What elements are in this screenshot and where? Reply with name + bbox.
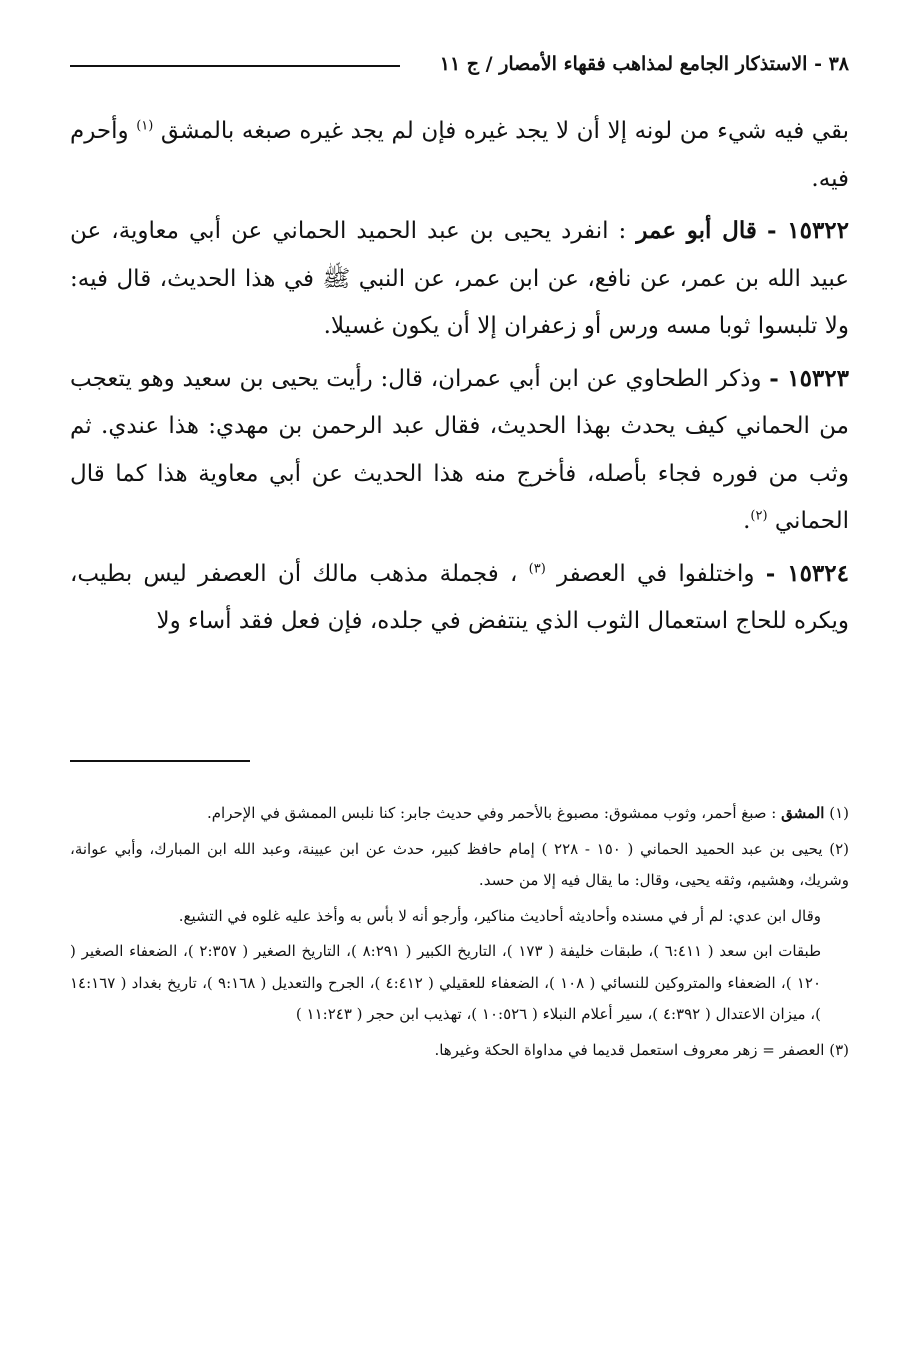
footnote-text: وقال ابن عدي: لم أر في مسنده وأحاديثه أحاديث مناكير، وأرجو أنه لا بأس به وأخذ عليه غلوه في التشيع. [178, 906, 821, 925]
footnote-1 [70, 798, 849, 830]
footnote-text: : صبغ أحمر، وثوب ممشوق: مصبوغ بالأحمر وفي حديث جابر: كنا نلبس الممشق في الإحرام. [206, 804, 777, 822]
paragraph-text: واختلفوا في العصفر [556, 560, 755, 587]
paragraph-text: : انفرد يحيى بن عبد الحميد الحماني عن أبي معاوية، عن عبيد الله بن عمر، عن نافع، عن ابن عمر، عن النبي ﷺ في هذا الحديث، قال فيه: ولا تلبسوا ثوبا مسه ورس أو زعفران إلا أن يكون غسيلا. [70, 218, 849, 339]
footnote-number: (٣) [829, 1040, 849, 1059]
header-rule [70, 65, 400, 67]
footnote-ref-3: (٣) [528, 560, 546, 576]
main-text [70, 108, 849, 650]
speaker-name: قال أبو عمر [636, 217, 757, 244]
footnote-2-continued [70, 901, 849, 933]
footnote-number: (٢) [829, 839, 849, 858]
paragraph-number: ١٥٣٢٢ - [766, 217, 850, 244]
footnote-2 [70, 834, 849, 897]
paragraph-15322 [70, 207, 849, 351]
paragraph-15323 [70, 355, 849, 546]
footnote-text: يحيى بن عبد الحميد الحماني ( ١٥٠ - ٢٢٨ ) إمام حافظ كبير، حدث عن ابن عيينة، وعبد الله ابن المبارك، وأبي عوانة، وشريك، وهشيم، وثقه يحيى، وقال: ما يقال فيه إلا من حسد. [70, 839, 849, 889]
footnote-text: العصفر = زهر معروف استعمل قديما في مداواة الحكة وغيرها. [434, 1040, 825, 1059]
footnote-ref-2: (٢) [750, 508, 768, 524]
footnote-ref-1: (١) [136, 118, 154, 134]
paragraph-continuation [70, 108, 849, 203]
paragraph-number: ١٥٣٢٣ - [769, 364, 849, 392]
footnote-number: (١) [829, 804, 849, 822]
paragraph-15324 [70, 550, 849, 646]
footnote-3 [70, 1035, 849, 1067]
paragraph-text: وأحرم فيه. [70, 118, 849, 192]
paragraph-text: بقي فيه شيء من لونه إلا أن لا يجد غيره فإن لم يجد غيره صبغه بالمشق [160, 118, 849, 144]
paragraph-text: وذكر الطحاوي عن ابن أبي عمران، قال: رأيت يحيى بن سعيد وهو يتعجب من الحماني كيف يحدث بهذا الحديث، فقال عبد الرحمن بن مهدي: هذا عندي. ثم وثب من فوره فجاء بأصله، فأخرج منه هذا الحديث عن أبي معاوية هذا كما قال الحماني [70, 365, 849, 534]
paragraph-text: ، فجملة مذهب مالك أن العصفر ليس بطيب، ويكره للحاج استعمال الثوب الذي ينتفض في جلده، فإن فعل فقد أساء ولا [70, 560, 849, 634]
running-header [70, 48, 849, 80]
footnote-text: طبقات ابن سعد ( ٦:٤١١ )، طبقات خليفة ( ١٧٣ )، التاريخ الكبير ( ٨:٢٩١ )، التاريخ الصغير ( ٢:٣٥٧ )، الضعفاء الصغير ( ١٢٠ )، الضعفاء والمتروكين للنسائي ( ١٠٨ )، الضعفاء للعقيلي ( ٤:٤١٢ )، الجرح والتعديل ( ٩:١٦٨ )، تاريخ بغداد ( ١٤:١٦٧ )، ميزان الاعتدال ( ٤:٣٩٢ )، سير أعلام النبلاء ( ١٠:٥٢٦ )، تهذيب ابن حجر ( ١١:٢٤٣ ) [70, 942, 822, 1023]
footnotes [70, 798, 849, 1070]
footnote-separator [70, 760, 250, 762]
footnote-2-sources [70, 936, 849, 1031]
paragraph-end: . [743, 508, 751, 534]
footnote-term: المشق [781, 804, 825, 822]
header-title: ٣٨ - الاستذكار الجامع لمذاهب فقهاء الأمصار / ج ١١ [439, 53, 849, 75]
paragraph-number: ١٥٣٢٤ - [765, 559, 849, 587]
